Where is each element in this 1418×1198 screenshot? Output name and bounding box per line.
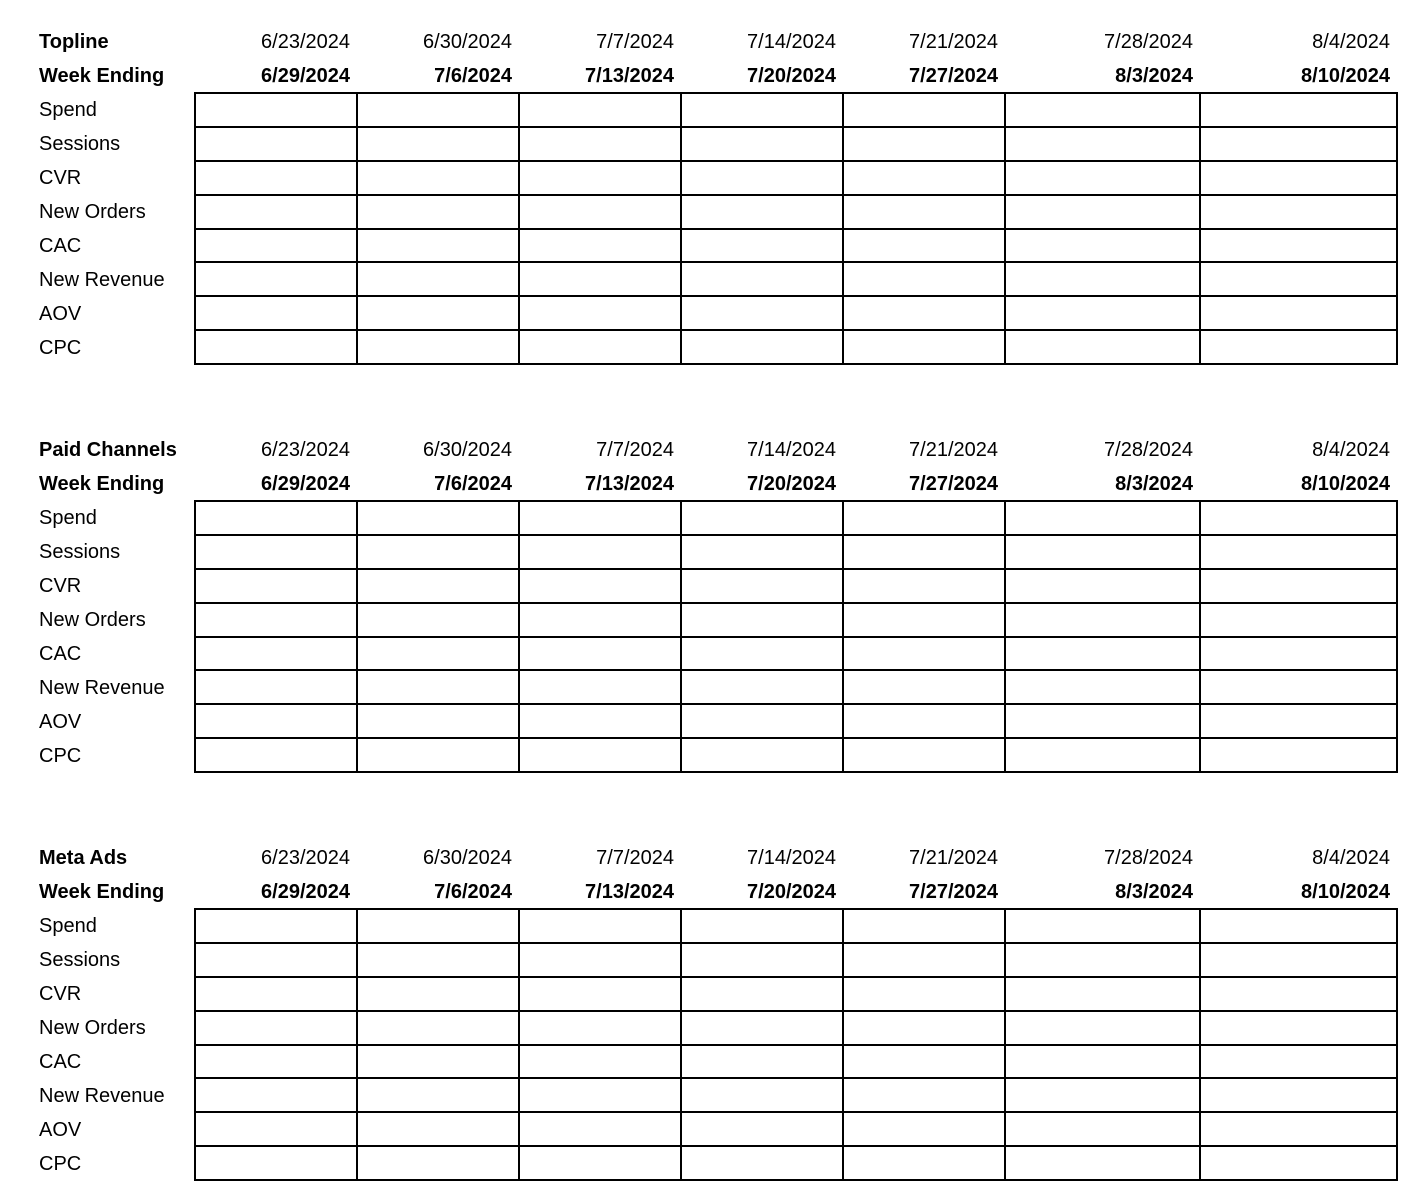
week-end-header: 7/20/2024 [747, 881, 836, 903]
week-start-header: 7/7/2024 [596, 847, 674, 869]
metric-label: CPC [39, 337, 82, 359]
table-cell[interactable] [1005, 738, 1200, 772]
metric-label: Spend [39, 99, 97, 121]
table-cell[interactable] [1200, 93, 1397, 127]
table-cell[interactable] [519, 1011, 681, 1045]
table-row [195, 296, 1397, 330]
table-cell[interactable] [681, 569, 843, 603]
week-start-header: 7/21/2024 [909, 439, 998, 461]
table-cell[interactable] [357, 670, 519, 704]
table-cell[interactable] [681, 296, 843, 330]
table-cell[interactable] [519, 637, 681, 671]
table-cell[interactable] [681, 195, 843, 229]
table-cell[interactable] [1200, 501, 1397, 535]
table-cell[interactable] [519, 1045, 681, 1079]
table-cell[interactable] [681, 603, 843, 637]
table-cell[interactable] [1200, 1045, 1397, 1079]
table-cell[interactable] [1200, 195, 1397, 229]
table-cell[interactable] [519, 296, 681, 330]
table-cell[interactable] [357, 738, 519, 772]
week-ending-label: Week Ending [39, 473, 165, 495]
table-cell[interactable] [357, 637, 519, 671]
table-cell[interactable] [1005, 909, 1200, 943]
table-cell[interactable] [357, 161, 519, 195]
table-cell[interactable] [1005, 569, 1200, 603]
table-cell[interactable] [1005, 127, 1200, 161]
table-cell[interactable] [681, 1146, 843, 1180]
table-cell[interactable] [1200, 1078, 1397, 1112]
metric-label: New Revenue [39, 269, 165, 291]
table-cell[interactable] [843, 1011, 1005, 1045]
table-row [195, 127, 1397, 161]
table-cell[interactable] [681, 909, 843, 943]
table-cell[interactable] [1005, 1146, 1200, 1180]
table-cell[interactable] [681, 535, 843, 569]
week-start-header: 7/21/2024 [909, 847, 998, 869]
table-cell[interactable] [195, 501, 357, 535]
metric-label: Sessions [39, 541, 121, 563]
week-end-header: 8/10/2024 [1301, 473, 1390, 495]
table-cell[interactable] [681, 1078, 843, 1112]
table-cell[interactable] [1200, 1112, 1397, 1146]
table-cell[interactable] [843, 738, 1005, 772]
week-end-header: 7/20/2024 [747, 65, 836, 87]
metric-label: CAC [39, 1051, 82, 1073]
metrics-grid [194, 92, 1398, 365]
metrics-grid [194, 908, 1398, 1181]
table-cell[interactable] [1200, 535, 1397, 569]
table-cell[interactable] [1200, 569, 1397, 603]
table-cell[interactable] [681, 501, 843, 535]
table-cell[interactable] [519, 161, 681, 195]
table-row [195, 943, 1397, 977]
table-cell[interactable] [1005, 501, 1200, 535]
table-cell[interactable] [1005, 1078, 1200, 1112]
table-cell[interactable] [843, 1045, 1005, 1079]
week-start-header: 7/28/2024 [1104, 31, 1193, 53]
table-cell[interactable] [357, 1146, 519, 1180]
table-cell[interactable] [681, 738, 843, 772]
table-cell[interactable] [519, 229, 681, 263]
table-cell[interactable] [1200, 330, 1397, 364]
week-end-header: 7/6/2024 [434, 881, 512, 903]
table-row [195, 1011, 1397, 1045]
table-cell[interactable] [519, 501, 681, 535]
table-cell[interactable] [1200, 1146, 1397, 1180]
metric-label: Spend [39, 507, 97, 529]
week-end-header: 8/10/2024 [1301, 881, 1390, 903]
table-cell[interactable] [195, 1078, 357, 1112]
table-cell[interactable] [1005, 1011, 1200, 1045]
table-cell[interactable] [357, 262, 519, 296]
week-end-header: 7/13/2024 [585, 65, 674, 87]
table-row [195, 262, 1397, 296]
metric-label: Sessions [39, 133, 121, 155]
metric-label: CAC [39, 235, 82, 257]
metric-label: New Revenue [39, 677, 165, 699]
table-cell[interactable] [519, 1078, 681, 1112]
table-cell[interactable] [1200, 161, 1397, 195]
table-cell[interactable] [357, 330, 519, 364]
week-start-header: 6/23/2024 [261, 31, 350, 53]
section-topline [0, 25, 1418, 365]
table-cell[interactable] [195, 535, 357, 569]
week-start-header: 7/14/2024 [747, 847, 836, 869]
table-cell[interactable] [681, 330, 843, 364]
table-cell[interactable] [519, 535, 681, 569]
table-cell[interactable] [519, 1146, 681, 1180]
table-cell[interactable] [195, 670, 357, 704]
table-cell[interactable] [195, 1112, 357, 1146]
table-cell[interactable] [1005, 93, 1200, 127]
table-cell[interactable] [1200, 977, 1397, 1011]
table-cell[interactable] [843, 603, 1005, 637]
table-row [195, 977, 1397, 1011]
table-cell[interactable] [519, 195, 681, 229]
metric-label: CVR [39, 983, 82, 1005]
week-ending-label: Week Ending [39, 65, 165, 87]
table-cell[interactable] [519, 603, 681, 637]
table-cell[interactable] [1200, 1011, 1397, 1045]
table-cell[interactable] [1200, 296, 1397, 330]
section-meta-ads [0, 841, 1418, 1181]
table-cell[interactable] [1005, 195, 1200, 229]
table-cell[interactable] [357, 569, 519, 603]
table-cell[interactable] [843, 670, 1005, 704]
week-end-header: 7/27/2024 [909, 473, 998, 495]
week-end-header: 6/29/2024 [261, 473, 350, 495]
table-cell[interactable] [1200, 127, 1397, 161]
table-cell[interactable] [1005, 161, 1200, 195]
table-cell[interactable] [357, 977, 519, 1011]
week-start-header: 6/30/2024 [423, 439, 512, 461]
week-start-header: 6/30/2024 [423, 847, 512, 869]
table-row [195, 1112, 1397, 1146]
week-start-header: 7/14/2024 [747, 31, 836, 53]
table-cell[interactable] [357, 501, 519, 535]
table-cell[interactable] [681, 977, 843, 1011]
table-cell[interactable] [843, 195, 1005, 229]
table-cell[interactable] [843, 637, 1005, 671]
table-cell[interactable] [843, 262, 1005, 296]
table-row [195, 501, 1397, 535]
table-cell[interactable] [681, 229, 843, 263]
table-cell[interactable] [1200, 670, 1397, 704]
week-ending-label: Week Ending [39, 881, 165, 903]
table-cell[interactable] [1005, 535, 1200, 569]
table-cell[interactable] [1200, 704, 1397, 738]
table-cell[interactable] [1005, 603, 1200, 637]
table-cell[interactable] [519, 670, 681, 704]
table-row [195, 535, 1397, 569]
table-cell[interactable] [195, 262, 357, 296]
metric-label: Spend [39, 915, 97, 937]
week-end-header: 7/27/2024 [909, 65, 998, 87]
table-cell[interactable] [195, 603, 357, 637]
table-cell[interactable] [681, 1045, 843, 1079]
metric-label: New Orders [39, 1017, 146, 1039]
table-cell[interactable] [195, 569, 357, 603]
table-cell[interactable] [681, 670, 843, 704]
table-row [195, 93, 1397, 127]
table-cell[interactable] [357, 943, 519, 977]
table-cell[interactable] [843, 330, 1005, 364]
table-cell[interactable] [843, 977, 1005, 1011]
table-row [195, 195, 1397, 229]
table-row [195, 330, 1397, 364]
table-cell[interactable] [843, 1146, 1005, 1180]
table-cell[interactable] [1005, 330, 1200, 364]
table-cell[interactable] [681, 93, 843, 127]
table-cell[interactable] [195, 195, 357, 229]
week-start-header: 7/21/2024 [909, 31, 998, 53]
table-cell[interactable] [195, 909, 357, 943]
metric-label: CPC [39, 745, 82, 767]
table-cell[interactable] [843, 93, 1005, 127]
table-row [195, 1078, 1397, 1112]
table-cell[interactable] [1005, 229, 1200, 263]
table-cell[interactable] [681, 161, 843, 195]
week-start-header: 7/7/2024 [596, 31, 674, 53]
week-start-header: 7/7/2024 [596, 439, 674, 461]
table-cell[interactable] [519, 330, 681, 364]
table-cell[interactable] [195, 1146, 357, 1180]
table-cell[interactable] [357, 704, 519, 738]
metric-label: AOV [39, 1119, 82, 1141]
table-cell[interactable] [519, 738, 681, 772]
table-cell[interactable] [1200, 262, 1397, 296]
table-row [195, 704, 1397, 738]
table-cell[interactable] [1005, 704, 1200, 738]
table-cell[interactable] [1200, 909, 1397, 943]
table-row [195, 161, 1397, 195]
week-end-header: 7/13/2024 [585, 881, 674, 903]
table-cell[interactable] [519, 127, 681, 161]
table-cell[interactable] [519, 704, 681, 738]
table-cell[interactable] [681, 262, 843, 296]
table-cell[interactable] [1005, 670, 1200, 704]
table-cell[interactable] [357, 127, 519, 161]
week-end-header: 7/6/2024 [434, 473, 512, 495]
section-title: Paid Channels [39, 439, 177, 461]
table-cell[interactable] [519, 977, 681, 1011]
table-cell[interactable] [519, 93, 681, 127]
section-title: Meta Ads [39, 847, 128, 869]
table-cell[interactable] [1200, 603, 1397, 637]
metric-label: New Orders [39, 609, 146, 631]
table-row [195, 637, 1397, 671]
table-cell[interactable] [357, 195, 519, 229]
table-cell[interactable] [681, 1011, 843, 1045]
table-cell[interactable] [843, 296, 1005, 330]
metric-label: CPC [39, 1153, 82, 1175]
week-start-header: 6/23/2024 [261, 847, 350, 869]
table-cell[interactable] [195, 161, 357, 195]
table-cell[interactable] [1200, 738, 1397, 772]
table-cell[interactable] [195, 1045, 357, 1079]
table-cell[interactable] [519, 262, 681, 296]
table-cell[interactable] [357, 1078, 519, 1112]
table-cell[interactable] [519, 943, 681, 977]
table-cell[interactable] [681, 127, 843, 161]
table-cell[interactable] [195, 704, 357, 738]
table-row [195, 1146, 1397, 1180]
table-cell[interactable] [1005, 1045, 1200, 1079]
week-start-header: 6/30/2024 [423, 31, 512, 53]
metric-label: New Revenue [39, 1085, 165, 1107]
table-cell[interactable] [681, 943, 843, 977]
week-start-header: 8/4/2024 [1312, 31, 1390, 53]
table-cell[interactable] [357, 93, 519, 127]
table-cell[interactable] [1005, 1112, 1200, 1146]
table-cell[interactable] [843, 704, 1005, 738]
table-cell[interactable] [1005, 943, 1200, 977]
table-cell[interactable] [357, 1011, 519, 1045]
metric-label: New Orders [39, 201, 146, 223]
metrics-grid [194, 500, 1398, 773]
table-cell[interactable] [195, 330, 357, 364]
table-cell[interactable] [843, 229, 1005, 263]
table-cell[interactable] [195, 127, 357, 161]
table-cell[interactable] [843, 943, 1005, 977]
table-cell[interactable] [195, 93, 357, 127]
table-cell[interactable] [843, 161, 1005, 195]
table-row [195, 603, 1397, 637]
week-end-header: 8/3/2024 [1115, 473, 1193, 495]
table-row [195, 229, 1397, 263]
table-row [195, 569, 1397, 603]
table-cell[interactable] [357, 603, 519, 637]
week-end-header: 8/10/2024 [1301, 65, 1390, 87]
table-row [195, 1045, 1397, 1079]
table-row [195, 909, 1397, 943]
week-start-header: 6/23/2024 [261, 439, 350, 461]
metric-label: AOV [39, 711, 82, 733]
metric-label: CVR [39, 575, 82, 597]
week-start-header: 8/4/2024 [1312, 439, 1390, 461]
week-end-header: 7/27/2024 [909, 881, 998, 903]
table-cell[interactable] [1005, 637, 1200, 671]
table-cell[interactable] [195, 943, 357, 977]
week-end-header: 8/3/2024 [1115, 65, 1193, 87]
week-start-header: 7/28/2024 [1104, 439, 1193, 461]
table-cell[interactable] [1200, 943, 1397, 977]
table-cell[interactable] [357, 1045, 519, 1079]
table-cell[interactable] [1005, 296, 1200, 330]
table-cell[interactable] [357, 229, 519, 263]
table-cell[interactable] [195, 229, 357, 263]
week-end-header: 7/6/2024 [434, 65, 512, 87]
table-cell[interactable] [519, 569, 681, 603]
table-cell[interactable] [195, 637, 357, 671]
table-cell[interactable] [843, 1078, 1005, 1112]
section-paid-channels [0, 433, 1418, 773]
table-row [195, 670, 1397, 704]
table-cell[interactable] [195, 738, 357, 772]
week-start-header: 7/14/2024 [747, 439, 836, 461]
table-cell[interactable] [681, 704, 843, 738]
table-cell[interactable] [843, 909, 1005, 943]
table-cell[interactable] [195, 1011, 357, 1045]
table-cell[interactable] [843, 1112, 1005, 1146]
week-end-header: 6/29/2024 [261, 881, 350, 903]
table-cell[interactable] [1005, 262, 1200, 296]
table-cell[interactable] [843, 127, 1005, 161]
table-cell[interactable] [357, 909, 519, 943]
week-start-header: 7/28/2024 [1104, 847, 1193, 869]
table-cell[interactable] [1200, 637, 1397, 671]
week-end-header: 6/29/2024 [261, 65, 350, 87]
week-end-header: 8/3/2024 [1115, 881, 1193, 903]
metric-label: Sessions [39, 949, 121, 971]
week-start-header: 8/4/2024 [1312, 847, 1390, 869]
table-cell[interactable] [357, 296, 519, 330]
section-title: Topline [39, 31, 109, 53]
table-cell[interactable] [357, 535, 519, 569]
table-cell[interactable] [195, 296, 357, 330]
week-end-header: 7/20/2024 [747, 473, 836, 495]
metric-label: CVR [39, 167, 82, 189]
table-cell[interactable] [1005, 977, 1200, 1011]
table-cell[interactable] [357, 1112, 519, 1146]
table-cell[interactable] [681, 637, 843, 671]
table-cell[interactable] [681, 1112, 843, 1146]
metric-label: CAC [39, 643, 82, 665]
table-cell[interactable] [519, 1112, 681, 1146]
week-end-header: 7/13/2024 [585, 473, 674, 495]
table-cell[interactable] [843, 501, 1005, 535]
table-row [195, 738, 1397, 772]
table-cell[interactable] [843, 569, 1005, 603]
table-cell[interactable] [195, 977, 357, 1011]
table-cell[interactable] [843, 535, 1005, 569]
table-cell[interactable] [1200, 229, 1397, 263]
metric-label: AOV [39, 303, 82, 325]
table-cell[interactable] [519, 909, 681, 943]
